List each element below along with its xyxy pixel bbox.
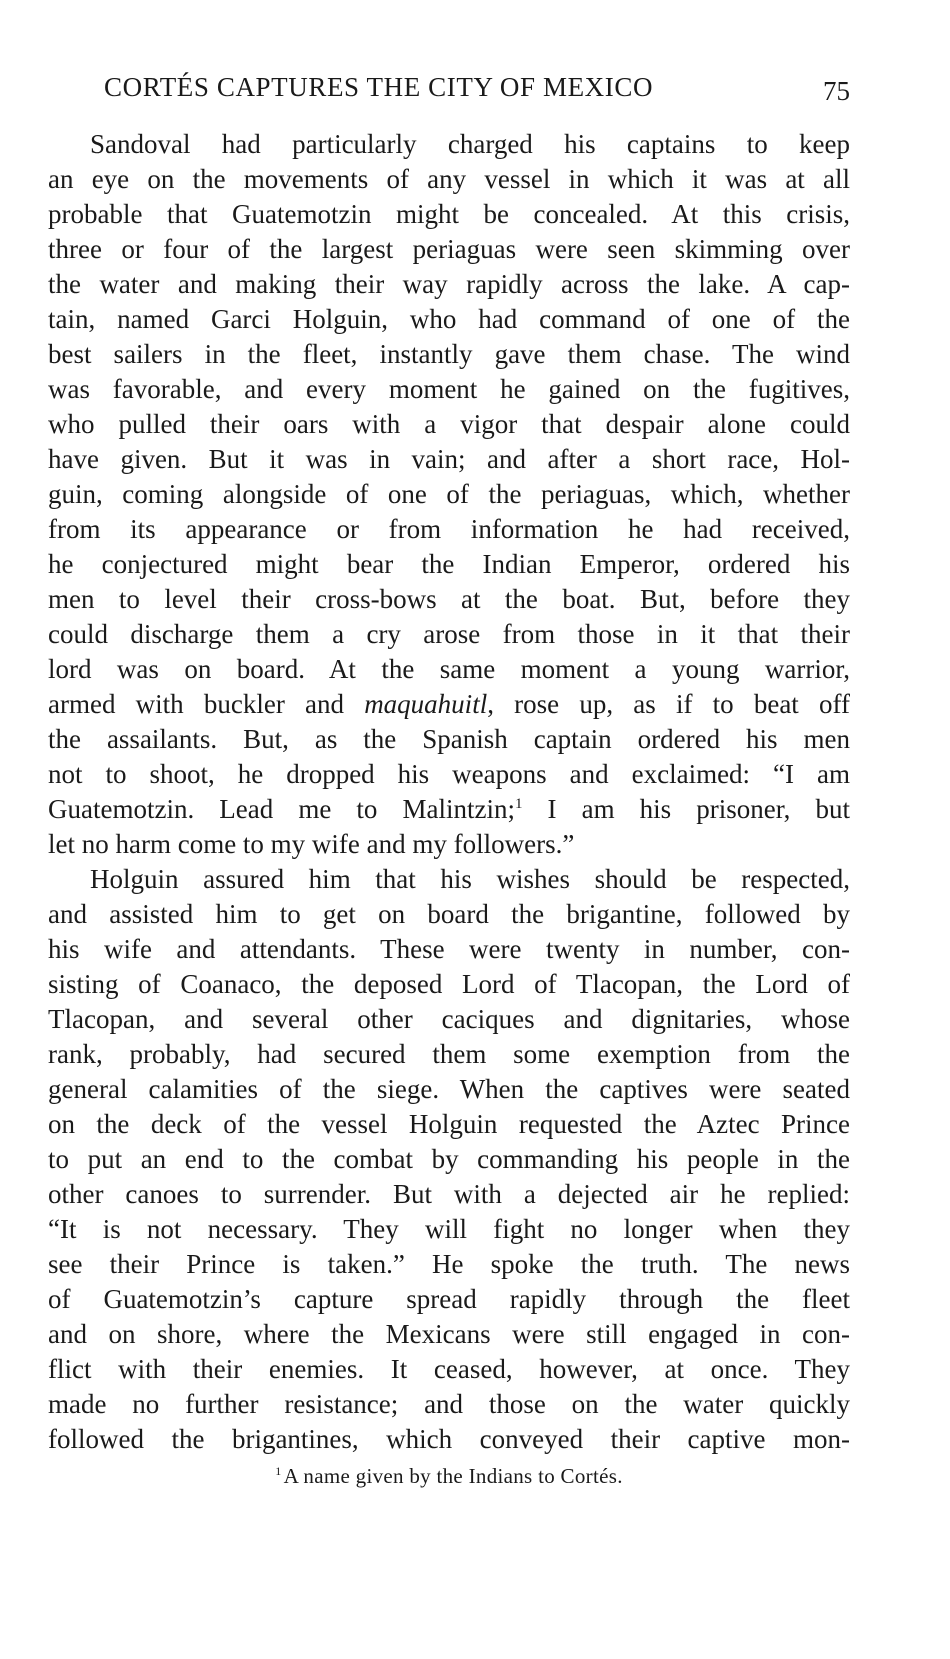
text-line: who pulled their oars with a vigor that despair alone could: [48, 409, 850, 439]
text-line: other canoes to surrender. But with a dejected air he replied:: [48, 1179, 850, 1209]
text-line: and assisted him to get on board the brigantine, followed by: [48, 899, 850, 929]
text-line: guin, coming alongside of one of the periaguas, which, whether: [48, 479, 850, 509]
text-line: on the deck of the vessel Holguin requested the Aztec Prince: [48, 1109, 850, 1139]
text-line: see their Prince is taken.” He spoke the truth. The news: [48, 1249, 850, 1279]
book-page: [48, 0, 850, 1659]
text-line: best sailers in the fleet, instantly gave them chase. The wind: [48, 339, 850, 369]
text-line: probable that Guatemotzin might be concealed. At this crisis,: [48, 199, 850, 229]
text-line: not to shoot, he dropped his weapons and exclaimed: “I am: [48, 759, 850, 789]
footnote-reference: 1: [514, 796, 523, 812]
text-line: from its appearance or from information he had received,: [48, 514, 850, 544]
body-text: [48, 127, 850, 1457]
text-span: I am his prisoner, but: [522, 794, 850, 824]
text-line: Holguin assured him that his wishes should be respected,: [90, 864, 850, 894]
text-line: made no further resistance; and those on the water quickly: [48, 1389, 850, 1419]
running-head: [48, 72, 850, 112]
text-line: have given. But it was in vain; and after a short race, Hol-: [48, 444, 850, 474]
text-line: Tlacopan, and several other caciques and dignitaries, whose: [48, 1004, 850, 1034]
text-span: Guatemotzin. Lead me to Malintzin;: [48, 794, 515, 824]
text-line: his wife and attendants. These were twenty in number, con-: [48, 934, 850, 964]
text-line: and on shore, where the Mexicans were still engaged in con-: [48, 1319, 850, 1349]
text-line: to put an end to the combat by commanding his people in the: [48, 1144, 850, 1174]
italic-term: maquahuitl: [364, 689, 488, 719]
text-span: armed with buckler and: [48, 689, 365, 719]
text-span: , rose up, as if to beat off: [487, 689, 850, 719]
text-line: was favorable, and every moment he gained on the fugitives,: [48, 374, 850, 404]
text-line: could discharge them a cry arose from those in it that their: [48, 619, 850, 649]
running-title: CORTÉS CAPTURES THE CITY OF MEXICO: [104, 72, 654, 102]
text-line: sisting of Coanaco, the deposed Lord of Tlacopan, the Lord of: [48, 969, 850, 999]
text-line: rank, probably, had secured them some exemption from the: [48, 1039, 850, 1069]
text-line: lord was on board. At the same moment a young warrior,: [48, 654, 850, 684]
text-line: an eye on the movements of any vessel in which it was at all: [48, 164, 850, 194]
text-line: of Guatemotzin’s capture spread rapidly through the fleet: [48, 1284, 850, 1314]
footnote-marker: 1: [275, 1464, 282, 1478]
text-line: he conjectured might bear the Indian Emperor, ordered his: [48, 549, 850, 579]
text-line: tain, named Garci Holguin, who had command of one of the: [48, 304, 850, 334]
text-line: let no harm come to my wife and my followers.”: [48, 829, 575, 859]
text-line: “It is not necessary. They will fight no longer when they: [48, 1214, 850, 1244]
text-line: [48, 792, 850, 827]
text-line: general calamities of the siege. When the captives were seated: [48, 1074, 850, 1104]
text-line: followed the brigantines, which conveyed their captive mon-: [48, 1424, 850, 1454]
text-line: Sandoval had particularly charged his captains to keep: [90, 129, 850, 159]
page-number: 75: [823, 76, 850, 106]
text-line: three or four of the largest periaguas were seen skimming over: [48, 234, 850, 264]
text-line: the water and making their way rapidly across the lake. A cap-: [48, 269, 850, 299]
text-line: [48, 687, 850, 722]
footnote: [48, 1464, 850, 1489]
footnote-text: A name given by the Indians to Cortés.: [283, 1464, 623, 1488]
text-line: men to level their cross-bows at the boat. But, before they: [48, 584, 850, 614]
text-line: the assailants. But, as the Spanish captain ordered his men: [48, 724, 850, 754]
text-line: flict with their enemies. It ceased, however, at once. They: [48, 1354, 850, 1384]
